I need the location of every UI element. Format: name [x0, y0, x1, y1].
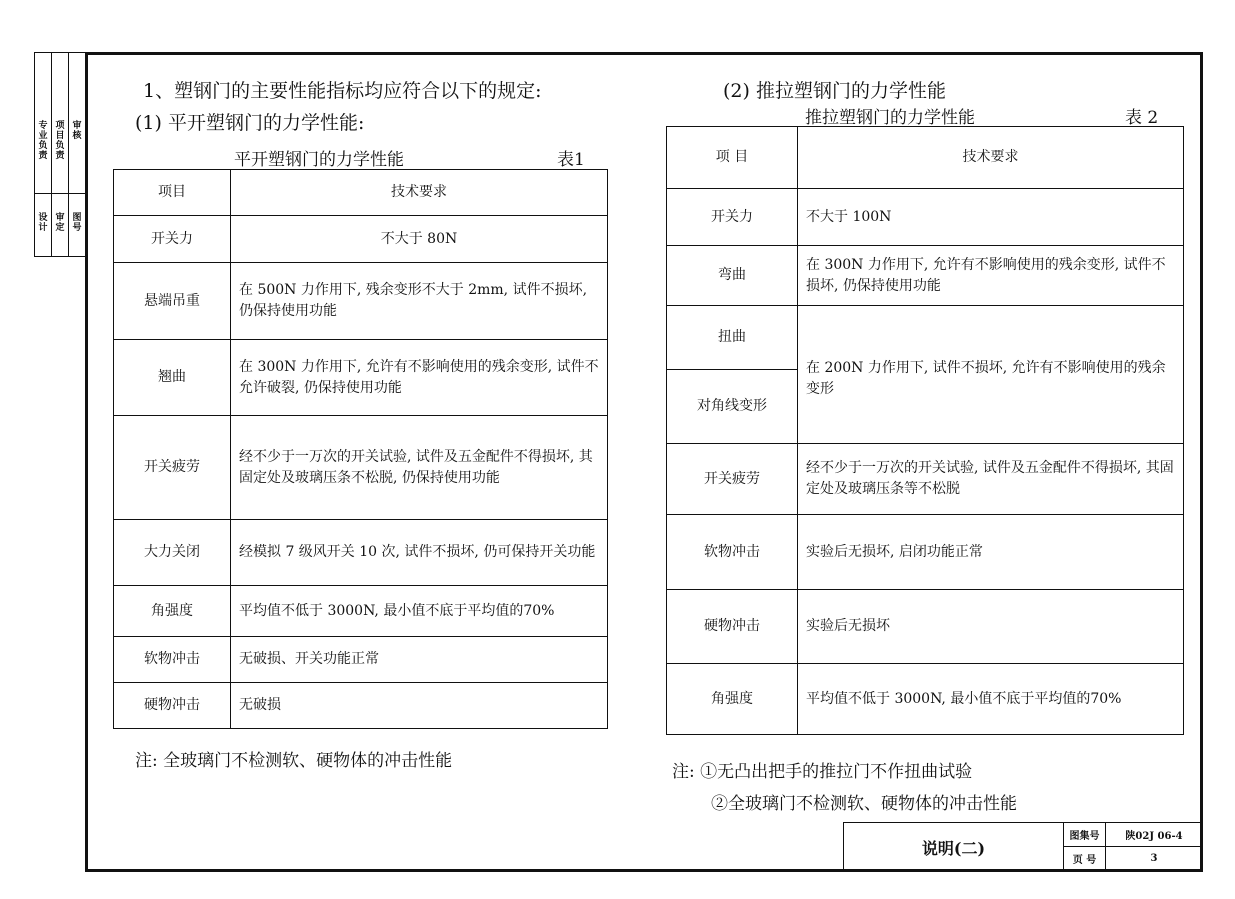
sidebar-divider [35, 193, 86, 194]
row-requirement: 实验后无损坏, 启闭功能正常 [798, 515, 1184, 590]
table-2-note-1: 注: ①无凸出把手的推拉门不作扭曲试验 [672, 762, 973, 782]
row-requirement: 在 300N 力作用下, 允许有不影响使用的残余变形, 试件不损坏, 仍保持使用功能 [798, 246, 1184, 306]
table-row [114, 683, 608, 729]
row-item: 开关疲劳 [114, 416, 231, 520]
row-item: 硬物冲击 [667, 590, 798, 664]
table-row [667, 306, 1184, 370]
table-row [114, 416, 608, 520]
row-item: 扭曲 [667, 306, 798, 370]
sidebar-role-label: 设计 [38, 213, 48, 233]
table-row [667, 515, 1184, 590]
atlas-number-label: 图集号 [1064, 823, 1106, 847]
row-item: 开关力 [114, 216, 231, 263]
table-row [114, 263, 608, 340]
signature-sidebar [34, 52, 85, 257]
sheet-title: 说明(二) [844, 823, 1064, 871]
table-row [114, 637, 608, 683]
row-requirement: 不大于 100N [798, 189, 1184, 246]
row-requirement: 在 300N 力作用下, 允许有不影响使用的残余变形, 试件不允许破裂, 仍保持使用功能 [231, 340, 608, 416]
sidebar-column-2 [52, 53, 69, 256]
row-item: 悬端吊重 [114, 263, 231, 340]
table-row [114, 586, 608, 637]
row-requirement: 平均值不低于 3000N, 最小值不底于平均值的70% [231, 586, 608, 637]
row-item: 软物冲击 [667, 515, 798, 590]
page-number-value: 3 [1150, 853, 1158, 864]
sidebar-role-label: 图号 [72, 213, 82, 233]
sidebar-role-label: 审定 [55, 213, 65, 233]
table-2-number: 表 2 [1125, 108, 1159, 128]
row-requirement: 实验后无损坏 [798, 590, 1184, 664]
row-requirement: 无破损 [231, 683, 608, 729]
row-item: 开关疲劳 [667, 444, 798, 515]
sidebar-column-3 [69, 53, 86, 256]
table-header-row [667, 127, 1184, 189]
column-header-requirement: 技术要求 [798, 127, 1184, 189]
row-requirement: 无破损、开关功能正常 [231, 637, 608, 683]
page-number-label: 页 号 [1064, 847, 1106, 870]
row-item: 对角线变形 [667, 370, 798, 444]
column-header-requirement: 技术要求 [231, 170, 608, 216]
table-row [667, 246, 1184, 306]
row-requirement: 在 200N 力作用下, 试件不损坏, 允许有不影响使用的残余变形 [798, 306, 1184, 444]
column-header-item: 项目 [114, 170, 231, 216]
table-header-row [114, 170, 608, 216]
section-heading: 1、塑钢门的主要性能指标均应符合以下的规定: [143, 80, 542, 102]
row-item: 弯曲 [667, 246, 798, 306]
subsection-heading: (1) 平开塑钢门的力学性能: [135, 112, 365, 134]
row-item: 大力关闭 [114, 520, 231, 586]
table-row [667, 664, 1184, 735]
sidebar-role-label: 项目负责 [55, 121, 65, 161]
row-requirement: 经模拟 7 级风开关 10 次, 试件不损坏, 仍可保持开关功能 [231, 520, 608, 586]
subsection-heading: (2) 推拉塑钢门的力学性能 [723, 80, 946, 102]
table-1-number: 表1 [557, 150, 585, 170]
row-item: 硬物冲击 [114, 683, 231, 729]
sidebar-role-label: 审核 [72, 121, 82, 141]
table-1 [113, 169, 608, 729]
column-header-item: 项 目 [667, 127, 798, 189]
table-2-title: 推拉塑钢门的力学性能 [805, 108, 975, 128]
row-requirement: 在 500N 力作用下, 残余变形不大于 2mm, 试件不损坏, 仍保持使用功能 [231, 263, 608, 340]
row-item: 软物冲击 [114, 637, 231, 683]
row-item: 角强度 [114, 586, 231, 637]
table-row [114, 340, 608, 416]
atlas-number-value: 陕02J 06-4 [1106, 823, 1202, 847]
table-row [114, 520, 608, 586]
row-requirement: 经不少于一万次的开关试验, 试件及五金配件不得损坏, 其固定处及玻璃压条等不松脱 [798, 444, 1184, 515]
table-1-title: 平开塑钢门的力学性能 [234, 150, 404, 170]
table-2-note-2: ②全玻璃门不检测软、硬物体的冲击性能 [711, 794, 1017, 814]
row-requirement: 平均值不低于 3000N, 最小值不底于平均值的70% [798, 664, 1184, 735]
table-row [114, 216, 608, 263]
title-block [843, 822, 1203, 872]
table-row [667, 590, 1184, 664]
row-item: 角强度 [667, 664, 798, 735]
table-1-note: 注: 全玻璃门不检测软、硬物体的冲击性能 [135, 751, 453, 771]
table-2 [666, 126, 1184, 735]
sidebar-column-1 [35, 53, 52, 256]
table-row [667, 189, 1184, 246]
row-item: 翘曲 [114, 340, 231, 416]
row-requirement: 不大于 80N [231, 216, 608, 263]
row-item: 开关力 [667, 189, 798, 246]
table-row [667, 444, 1184, 515]
row-requirement: 经不少于一万次的开关试验, 试件及五金配件不得损坏, 其固定处及玻璃压条不松脱, 仍保持使用功能 [231, 416, 608, 520]
sidebar-role-label: 专业负责 [38, 121, 48, 161]
